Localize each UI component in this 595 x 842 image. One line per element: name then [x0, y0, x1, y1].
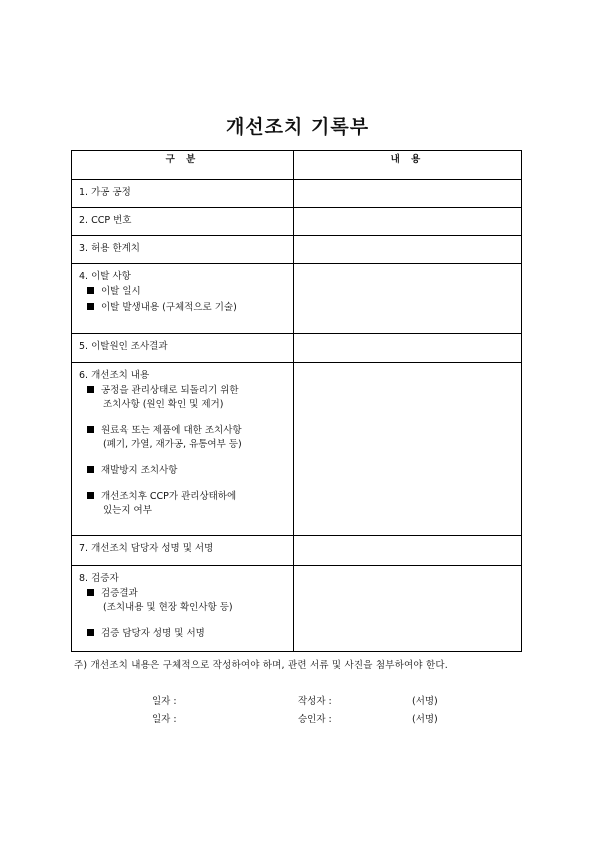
row-content-cell[interactable]: [294, 264, 522, 334]
row-content-cell[interactable]: [294, 180, 522, 208]
sub-item: 공정을 관리상태로 되돌리기 위한: [72, 383, 293, 399]
table-row: [72, 566, 522, 652]
signature-placeholder[interactable]: (서명): [412, 696, 438, 707]
row-label: 2. CCP 번호: [72, 208, 294, 236]
row-content-cell[interactable]: [294, 536, 522, 566]
footnote: 주) 개선조치 내용은 구체적으로 작성하여야 하며, 관련 서류 및 사진을 첨부하여야 한다.: [74, 660, 448, 671]
sub-item: 원료육 또는 제품에 대한 조치사항: [72, 423, 293, 439]
sub-item-continuation: 있는지 여부: [103, 505, 152, 516]
sub-item-continuation: (조치내용 및 현장 확인사항 등): [103, 602, 233, 613]
row-label: 7. 개선조치 담당자 성명 및 서명: [72, 536, 294, 566]
row-label: [72, 363, 294, 536]
table-row: [72, 536, 522, 566]
row-label: 1. 가공 공정: [72, 180, 294, 208]
bullet-square-icon: [87, 386, 94, 393]
table-row: [72, 180, 522, 208]
table-row: [72, 236, 522, 264]
sub-item: 이탈 일시: [72, 284, 293, 300]
row-content-cell[interactable]: [294, 566, 522, 652]
bullet-square-icon: [87, 466, 94, 473]
sub-item: 검증 담당자 성명 및 서명: [72, 626, 293, 642]
bullet-square-icon: [87, 629, 94, 636]
header-content: 내 용: [294, 151, 522, 180]
author-label: 작성자 :: [298, 696, 332, 707]
document-title: 개선조치 기록부: [225, 116, 370, 138]
table-row: [72, 363, 522, 536]
table-header-row: [72, 151, 522, 180]
table-row: [72, 334, 522, 363]
bullet-square-icon: [87, 287, 94, 294]
row-label: [72, 264, 294, 334]
sub-item: 개선조치후 CCP가 관리상태하에: [72, 489, 293, 505]
bullet-square-icon: [87, 303, 94, 310]
sub-item: 이탈 발생내용 (구체적으로 기술): [72, 300, 293, 316]
row-content-cell[interactable]: [294, 208, 522, 236]
signature-placeholder[interactable]: (서명): [412, 714, 438, 725]
bullet-square-icon: [87, 492, 94, 499]
bullet-square-icon: [87, 426, 94, 433]
date-label: 일자 :: [152, 714, 177, 725]
row-heading: 6. 개선조치 내용: [79, 370, 150, 381]
row-label: [72, 566, 294, 652]
bullet-square-icon: [87, 589, 94, 596]
corrective-action-form: [71, 150, 522, 652]
sub-item-continuation: 조치사항 (원인 확인 및 제거): [103, 399, 224, 410]
date-label: 일자 :: [152, 696, 177, 707]
approver-label: 승인자 :: [298, 714, 332, 725]
table-row: [72, 208, 522, 236]
row-content-cell[interactable]: [294, 334, 522, 363]
sub-item: 검증결과: [72, 586, 293, 602]
header-category: 구 분: [72, 151, 294, 180]
row-content-cell[interactable]: [294, 363, 522, 536]
row-heading: 8. 검증자: [79, 573, 119, 584]
sub-item-continuation: (폐기, 가열, 재가공, 유통여부 등): [103, 439, 242, 450]
table-row: [72, 264, 522, 334]
row-label: 3. 허용 한계치: [72, 236, 294, 264]
row-label: 5. 이탈원인 조사결과: [72, 334, 294, 363]
sub-item: 재발방지 조치사항: [72, 463, 293, 479]
row-heading: 4. 이탈 사항: [79, 271, 131, 282]
row-content-cell[interactable]: [294, 236, 522, 264]
